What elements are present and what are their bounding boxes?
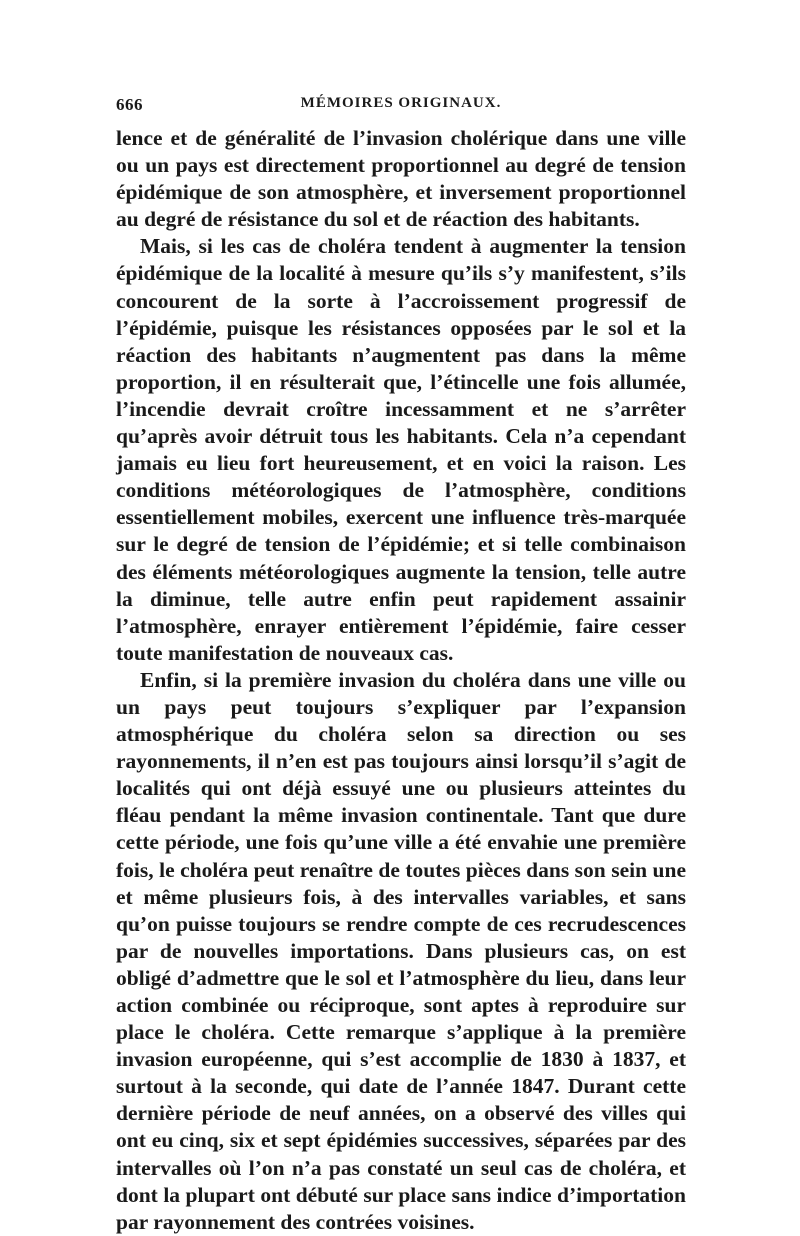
paragraph-tension: Mais, si les cas de choléra tendent à augmenter la tension épidémique de la localité à mesure qu’ils s’y manifestent, s’ils concourent de la sorte à l’accroissement progressif de l’épidémie, puisque les résistances opposées par le sol et la réaction des habitants n’augmentent pas dans la même proportion, il en résulterait que, l’étincelle une fois allumée, l’incendie devrait croître incessamment et ne s’arrêter qu’après avoir détruit tous les habitants. Cela n’a cependant jamais eu lieu fort heureusement, et en voici la raison. Les conditions météorologiques de l’atmosphère, conditions essentiellement mobiles, exercent une influence très-marquée sur le degré de tension de l’épidémie; et si telle combinaison des éléments météorologiques augmente la tension, telle autre la diminue, telle autre enfin peut rapidement assainir l’atmosphère, enrayer entièrement l’épidémie, faire cesser toute manifestation de nouveaux cas. [116, 234, 686, 665]
paragraph-continuation: lence et de généralité de l’invasion cholérique dans une ville ou un pays est directement proportionnel au degré de tension épidémique de son atmosphère, et inversement proportionnel au degré de résistance du sol et de réaction des habitants. [116, 126, 686, 232]
page-number: 666 [116, 95, 143, 114]
book-page [116, 95, 686, 1236]
body-text [116, 125, 686, 1236]
page-header [116, 95, 686, 125]
running-head: MÉMOIRES ORIGINAUX. [300, 95, 502, 111]
paragraph-recurrence: Enfin, si la première invasion du choléra dans une ville ou un pays peut toujours s’expliquer par l’expansion atmosphérique du choléra selon sa direction ou ses rayonnements, il n’en est pas toujours ainsi lorsqu’il s’agit de localités qui ont déjà essuyé une ou plusieurs atteintes du fléau pendant la même invasion continentale. Tant que dure cette période, une fois qu’une ville a été envahie une première fois, le choléra peut renaître de toutes pièces dans son sein une et même plusieurs fois, à des intervalles variables, et sans qu’on puisse toujours se rendre compte de ces recrudescences par de nouvelles importations. Dans plusieurs cas, on est obligé d’admettre que le sol et l’atmosphère du lieu, dans leur action combinée ou réciproque, sont aptes à reproduire sur place le choléra. Cette remarque s’applique à la première invasion européenne, qui s’est accomplie de 1830 à 1837, et surtout à la seconde, qui date de l’année 1847. Durant cette dernière période de neuf années, on a observé des villes qui ont eu cinq, six et sept épidémies successives, séparées par des intervalles où l’on n’a pas constaté un seul cas de choléra, et dont la plupart ont débuté sur place sans indice d’importation par rayonnement des contrées voisines. [116, 667, 686, 1234]
